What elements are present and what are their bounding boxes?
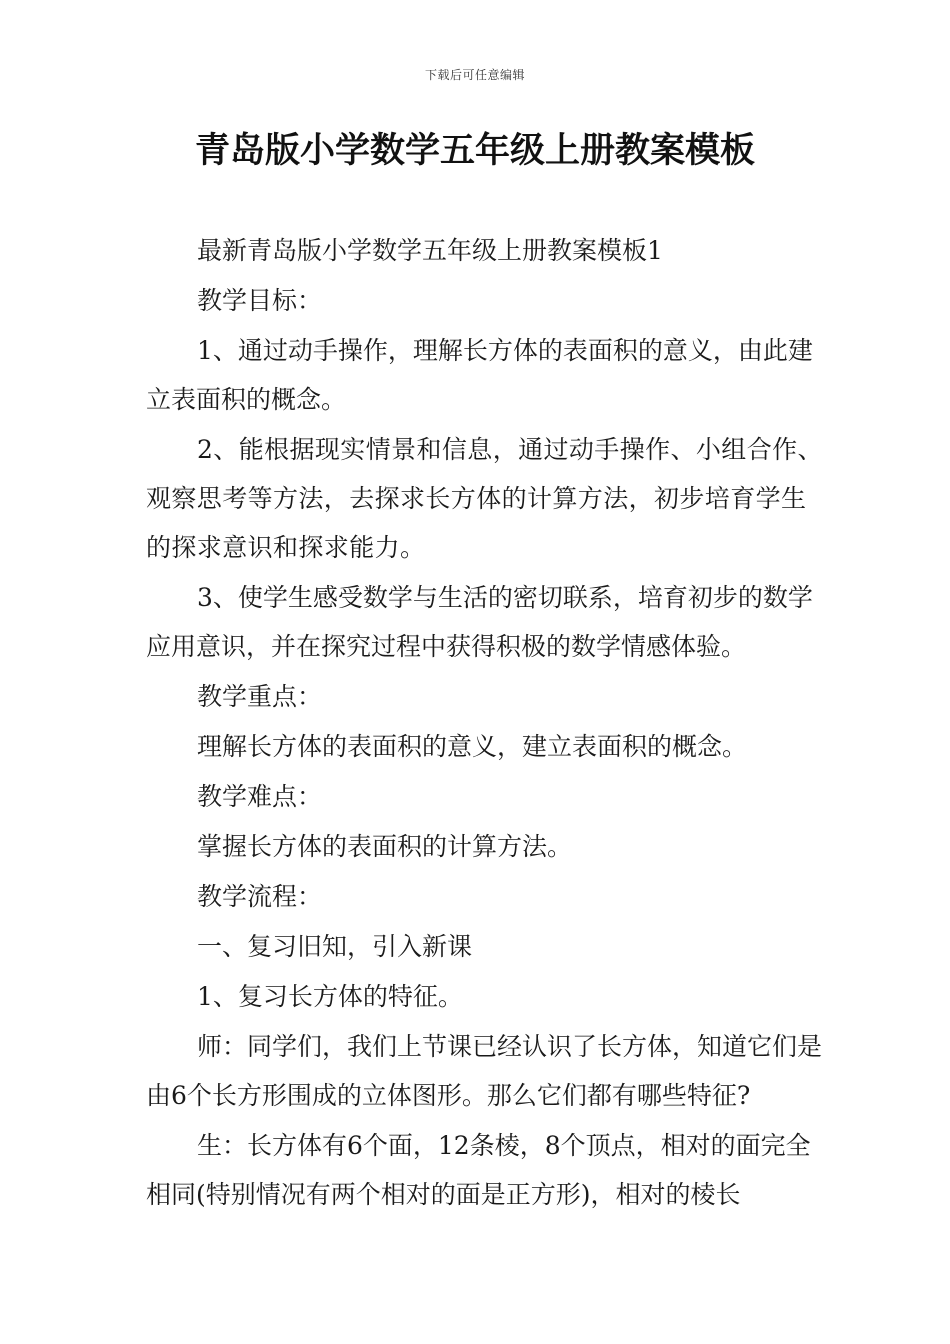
paragraph: 2、能根据现实情景和信息，通过动手操作、小组合作、观察思考等方法，去探求长方体的计算方法，初步培育学生的探求意识和探求能力。 bbox=[146, 435, 823, 562]
paragraph: 理解长方体的表面积的意义，建立表面积的概念。 bbox=[197, 732, 748, 761]
paragraph: 生：长方体有6个面，12条棱，8个顶点，相对的面完全相同(特别情况有两个相对的面是正方形)，相对的棱长 bbox=[146, 1131, 811, 1209]
paragraph: 教学目标： bbox=[197, 286, 323, 315]
paragraph: 掌握长方体的表面积的计算方法。 bbox=[197, 832, 573, 861]
paragraph: 3、使学生感受数学与生活的密切联系，培育初步的数学应用意识，并在探究过程中获得积极的数学情感体验。 bbox=[146, 583, 813, 661]
paragraph: 1、通过动手操作，理解长方体的表面积的意义，由此建立表面积的概念。 bbox=[146, 336, 813, 414]
document-body bbox=[146, 226, 826, 1220]
paragraph: 教学流程： bbox=[197, 882, 323, 911]
paragraph: 师：同学们，我们上节课已经认识了长方体，知道它们是由6个长方形围成的立体图形。那么它们都有哪些特征? bbox=[146, 1032, 823, 1110]
paragraph: 教学难点： bbox=[197, 782, 323, 811]
paragraph: 最新青岛版小学数学五年级上册教案模板1 bbox=[197, 236, 663, 265]
paragraph: 1、复习长方体的特征。 bbox=[197, 982, 463, 1011]
document-title: 青岛版小学数学五年级上册教案模板 bbox=[194, 130, 755, 171]
download-note: 下载后可任意编辑 bbox=[424, 68, 525, 82]
paragraph: 一、复习旧知，引入新课 bbox=[197, 932, 473, 961]
paragraph: 教学重点： bbox=[197, 682, 323, 711]
